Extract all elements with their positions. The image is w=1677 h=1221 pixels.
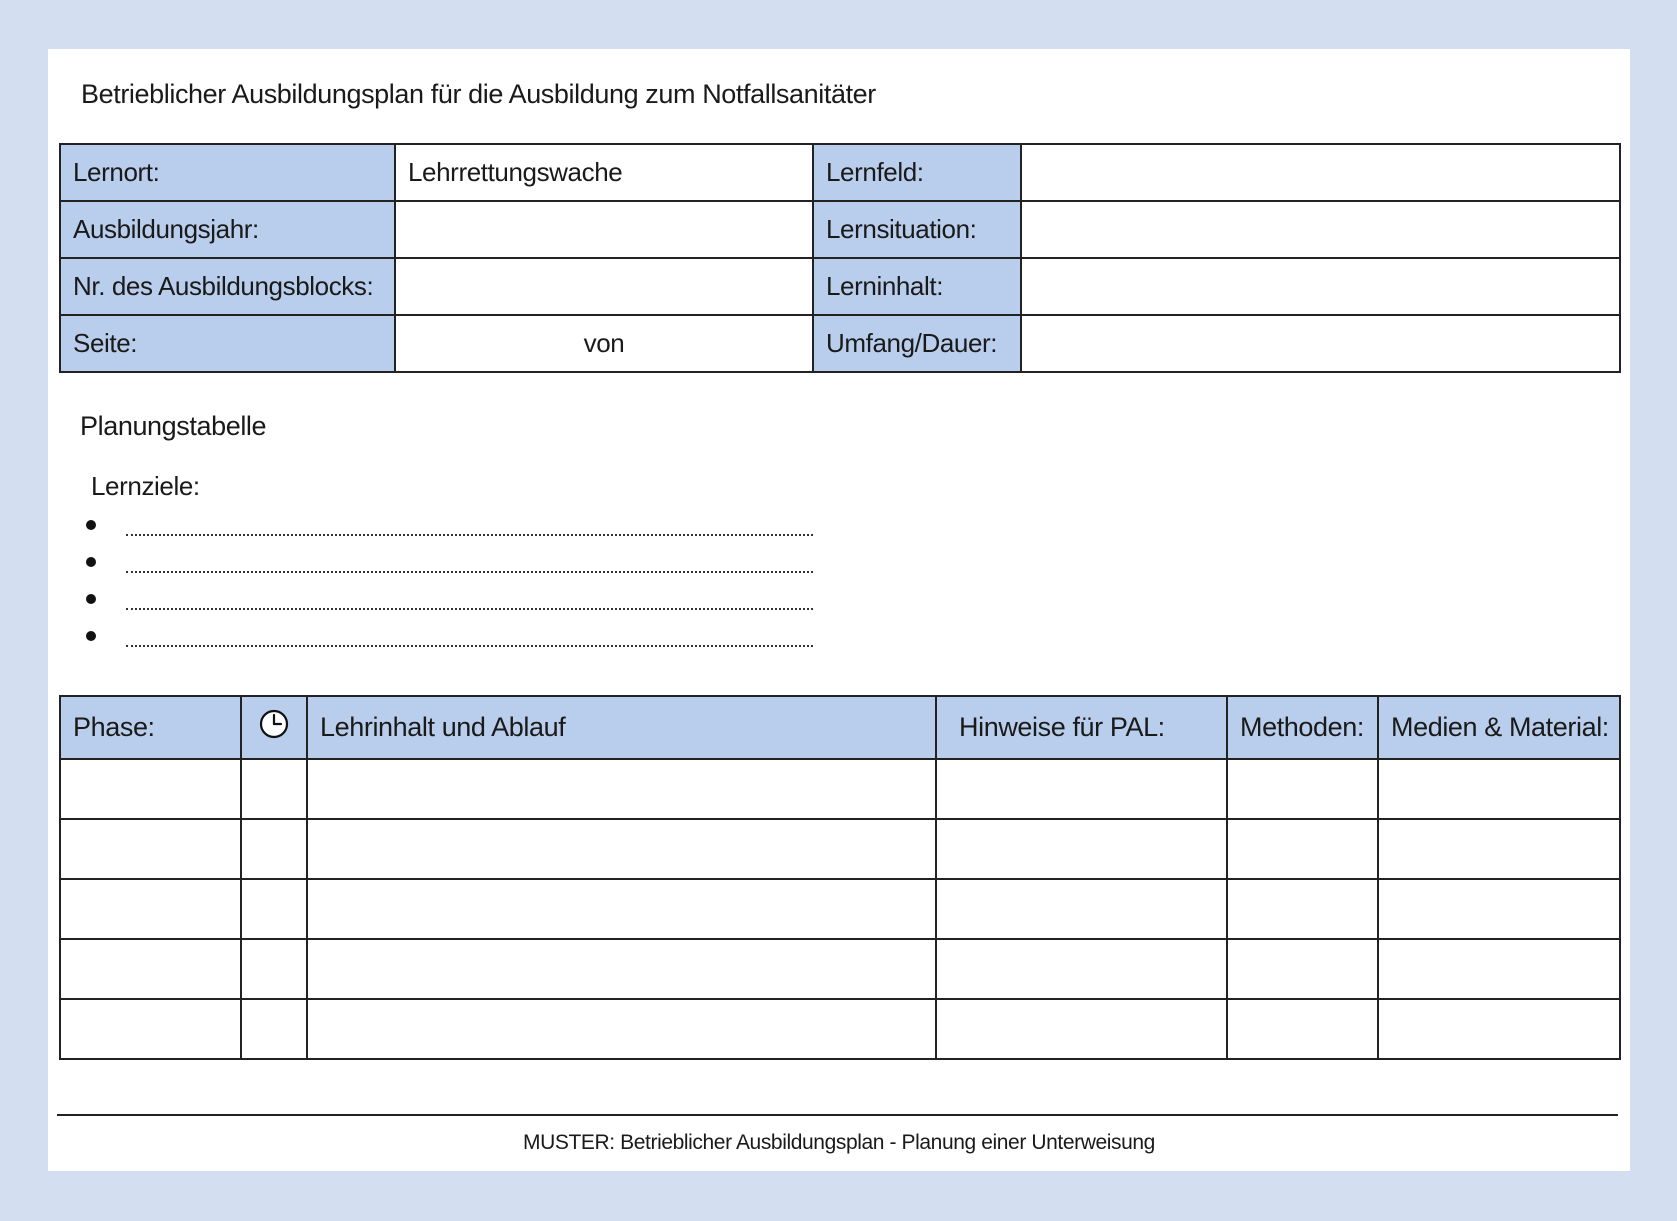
table-row (60, 879, 1620, 939)
cell-notes[interactable] (936, 879, 1227, 939)
goal-line[interactable] (126, 645, 813, 647)
goal-item (86, 510, 866, 547)
label-seite: Seite: (60, 315, 395, 372)
cell-content[interactable] (307, 759, 936, 819)
planning-header-row (60, 696, 1620, 759)
cell-notes[interactable] (936, 819, 1227, 879)
goals-label: Lernziele: (91, 471, 200, 501)
cell-methods[interactable] (1227, 759, 1378, 819)
label-ausbildungsjahr: Ausbildungsjahr: (60, 201, 395, 258)
cell-content[interactable] (307, 879, 936, 939)
cell-time[interactable] (241, 879, 307, 939)
field-ausbildungsblock[interactable] (395, 258, 813, 315)
goal-item (86, 621, 866, 658)
header-notes: Hinweise für PAL: (936, 696, 1227, 759)
document-title: Betrieblicher Ausbildungsplan für die Ausbildung zum Notfallsanitäter (81, 79, 876, 109)
goals-list (86, 510, 866, 658)
info-row-seite (60, 315, 1620, 372)
bullet-icon (86, 594, 96, 604)
goal-line[interactable] (126, 534, 813, 536)
table-row (60, 999, 1620, 1059)
footer-text: MUSTER: Betrieblicher Ausbildungsplan - Planung einer Unterweisung (523, 1131, 1155, 1154)
cell-media[interactable] (1378, 879, 1620, 939)
field-lernort[interactable]: Lehrrettungswache (395, 144, 813, 201)
info-row-lernort (60, 144, 1620, 201)
cell-time[interactable] (241, 999, 307, 1059)
field-seite[interactable]: von (395, 315, 813, 372)
table-row (60, 759, 1620, 819)
cell-notes[interactable] (936, 939, 1227, 999)
cell-content[interactable] (307, 939, 936, 999)
table-row (60, 819, 1620, 879)
cell-phase[interactable] (60, 939, 241, 999)
info-row-ausbildungsjahr (60, 201, 1620, 258)
label-lernort: Lernort: (60, 144, 395, 201)
label-lerninhalt: Lerninhalt: (813, 258, 1021, 315)
planning-table (59, 695, 1621, 1060)
cell-time[interactable] (241, 819, 307, 879)
field-umfang-dauer[interactable] (1021, 315, 1620, 372)
cell-methods[interactable] (1227, 879, 1378, 939)
cell-content[interactable] (307, 999, 936, 1059)
label-umfang-dauer: Umfang/Dauer: (813, 315, 1021, 372)
label-ausbildungsblock: Nr. des Ausbildungsblocks: (60, 258, 395, 315)
field-lernfeld[interactable] (1021, 144, 1620, 201)
cell-phase[interactable] (60, 759, 241, 819)
cell-media[interactable] (1378, 759, 1620, 819)
cell-phase[interactable] (60, 999, 241, 1059)
info-row-ausbildungsblock (60, 258, 1620, 315)
label-lernsituation: Lernsituation: (813, 201, 1021, 258)
cell-media[interactable] (1378, 819, 1620, 879)
cell-methods[interactable] (1227, 939, 1378, 999)
goal-line[interactable] (126, 571, 813, 573)
cell-notes[interactable] (936, 759, 1227, 819)
planning-rows (60, 759, 1620, 1059)
cell-methods[interactable] (1227, 819, 1378, 879)
field-lerninhalt[interactable] (1021, 258, 1620, 315)
goal-item (86, 547, 866, 584)
cell-time[interactable] (241, 939, 307, 999)
field-lernsituation[interactable] (1021, 201, 1620, 258)
cell-time[interactable] (241, 759, 307, 819)
field-ausbildungsjahr[interactable] (395, 201, 813, 258)
header-content: Lehrinhalt und Ablauf (307, 696, 936, 759)
footer-divider (57, 1114, 1618, 1116)
goal-line[interactable] (126, 608, 813, 610)
bullet-icon (86, 631, 96, 641)
info-table (59, 143, 1621, 373)
cell-content[interactable] (307, 819, 936, 879)
bullet-icon (86, 520, 96, 530)
cell-methods[interactable] (1227, 999, 1378, 1059)
cell-phase[interactable] (60, 879, 241, 939)
cell-media[interactable] (1378, 999, 1620, 1059)
bullet-icon (86, 557, 96, 567)
planning-title: Planungstabelle (80, 411, 267, 441)
header-time (241, 696, 307, 759)
cell-phase[interactable] (60, 819, 241, 879)
cell-media[interactable] (1378, 939, 1620, 999)
header-phase: Phase: (60, 696, 241, 759)
label-lernfeld: Lernfeld: (813, 144, 1021, 201)
header-methods: Methoden: (1227, 696, 1378, 759)
cell-notes[interactable] (936, 999, 1227, 1059)
table-row (60, 939, 1620, 999)
goal-item (86, 584, 866, 621)
form-sheet (48, 49, 1630, 1171)
clock-icon (258, 708, 290, 747)
header-media: Medien & Material: (1378, 696, 1620, 759)
